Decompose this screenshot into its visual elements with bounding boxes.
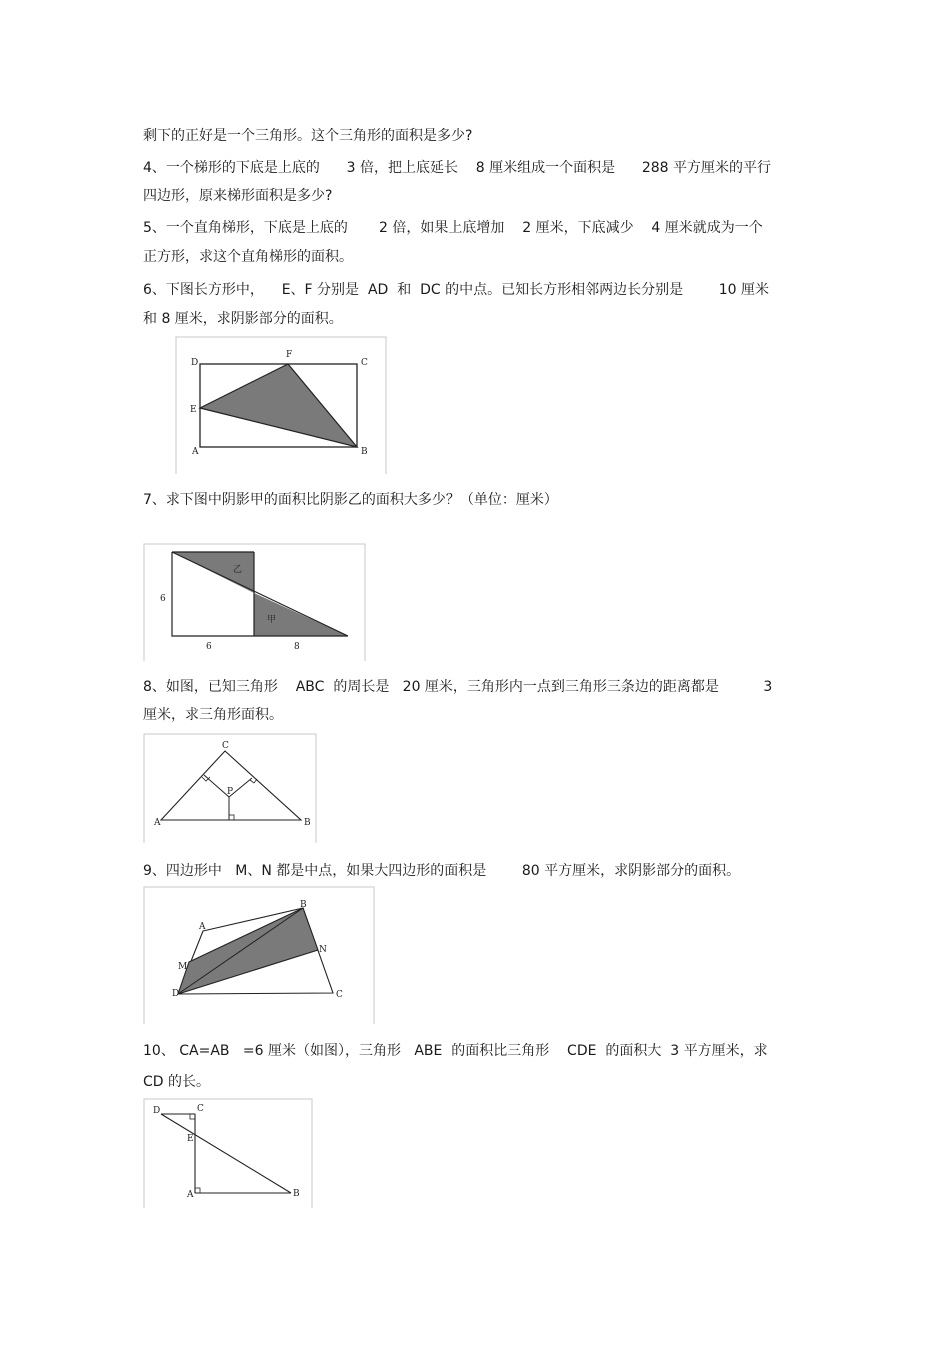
label-C: C xyxy=(197,1104,204,1114)
text-line-4: 5、一个直角梯形，下底是上底的 2 倍，如果上底增加 2 厘米，下底减少 4 厘米就成为一个 xyxy=(143,220,763,236)
label-P: P xyxy=(227,787,234,797)
label-C: C xyxy=(361,358,368,368)
figure-q9 xyxy=(143,886,375,1024)
text-line-8: 7、求下图中阴影甲的面积比阴影乙的面积大多少？（单位：厘米） xyxy=(143,492,558,508)
label-A: A xyxy=(187,1190,194,1200)
label-E: E xyxy=(190,405,197,415)
text-line-12: 10、 CA=AB =6 厘米（如图），三角形 ABE 的面积比三角形 CDE 的面积大 3 平方厘米，求 xyxy=(143,1043,768,1059)
label-yi: 乙 xyxy=(233,565,243,575)
label-C: C xyxy=(336,990,343,1000)
label-E: E xyxy=(187,1134,194,1144)
text-line-13: CD 的长。 xyxy=(143,1074,211,1090)
label-C: C xyxy=(222,741,229,751)
label-D: D xyxy=(153,1106,161,1116)
text-line-9: 8、如图，已知三角形 ABC 的周长是 20 厘米，三角形内一点到三角形三条边的距离都是 3 xyxy=(143,679,773,695)
text-line-10: 厘米，求三角形面积。 xyxy=(143,707,283,723)
label-B: B xyxy=(293,1189,300,1199)
text-line-11: 9、四边形中 M、N 都是中点，如果大四边形的面积是 80 平方厘米，求阴影部分的面积。 xyxy=(143,863,741,879)
text-line-1: 剩下的正好是一个三角形。这个三角形的面积是多少? xyxy=(143,128,473,144)
label-M: M xyxy=(178,962,188,972)
figure-q7 xyxy=(143,543,366,661)
text-line-6: 6、下图长方形中， E、F 分别是 AD 和 DC 的中点。已知长方形相邻两边长分别是 10 厘米 xyxy=(143,282,769,298)
label-D: D xyxy=(172,989,180,999)
label-A: A xyxy=(154,818,161,828)
text-line-3: 四边形，原来梯形面积是多少? xyxy=(143,188,333,204)
label-B: B xyxy=(300,900,307,910)
figure-q10 xyxy=(143,1098,313,1208)
text-line-7: 和 8 厘米，求阴影部分的面积。 xyxy=(143,311,343,327)
label-bottom-right: 8 xyxy=(294,642,300,652)
label-A: A xyxy=(192,447,199,457)
text-line-2: 4、一个梯形的下底是上底的 3 倍，把上底延长 8 厘米组成一个面积是 288 平方厘米的平行 xyxy=(143,160,771,176)
label-bottom-left: 6 xyxy=(206,642,212,652)
figure-q8 xyxy=(143,733,317,843)
figure-q6 xyxy=(175,336,387,474)
label-B: B xyxy=(304,818,311,828)
label-D: D xyxy=(191,358,199,368)
label-B: B xyxy=(361,447,368,457)
label-height: 6 xyxy=(160,594,166,604)
text-line-5: 正方形，求这个直角梯形的面积。 xyxy=(143,249,353,265)
label-N: N xyxy=(319,945,327,955)
label-jia: 甲 xyxy=(267,615,277,625)
label-A: A xyxy=(199,922,206,932)
label-F: F xyxy=(286,350,293,360)
